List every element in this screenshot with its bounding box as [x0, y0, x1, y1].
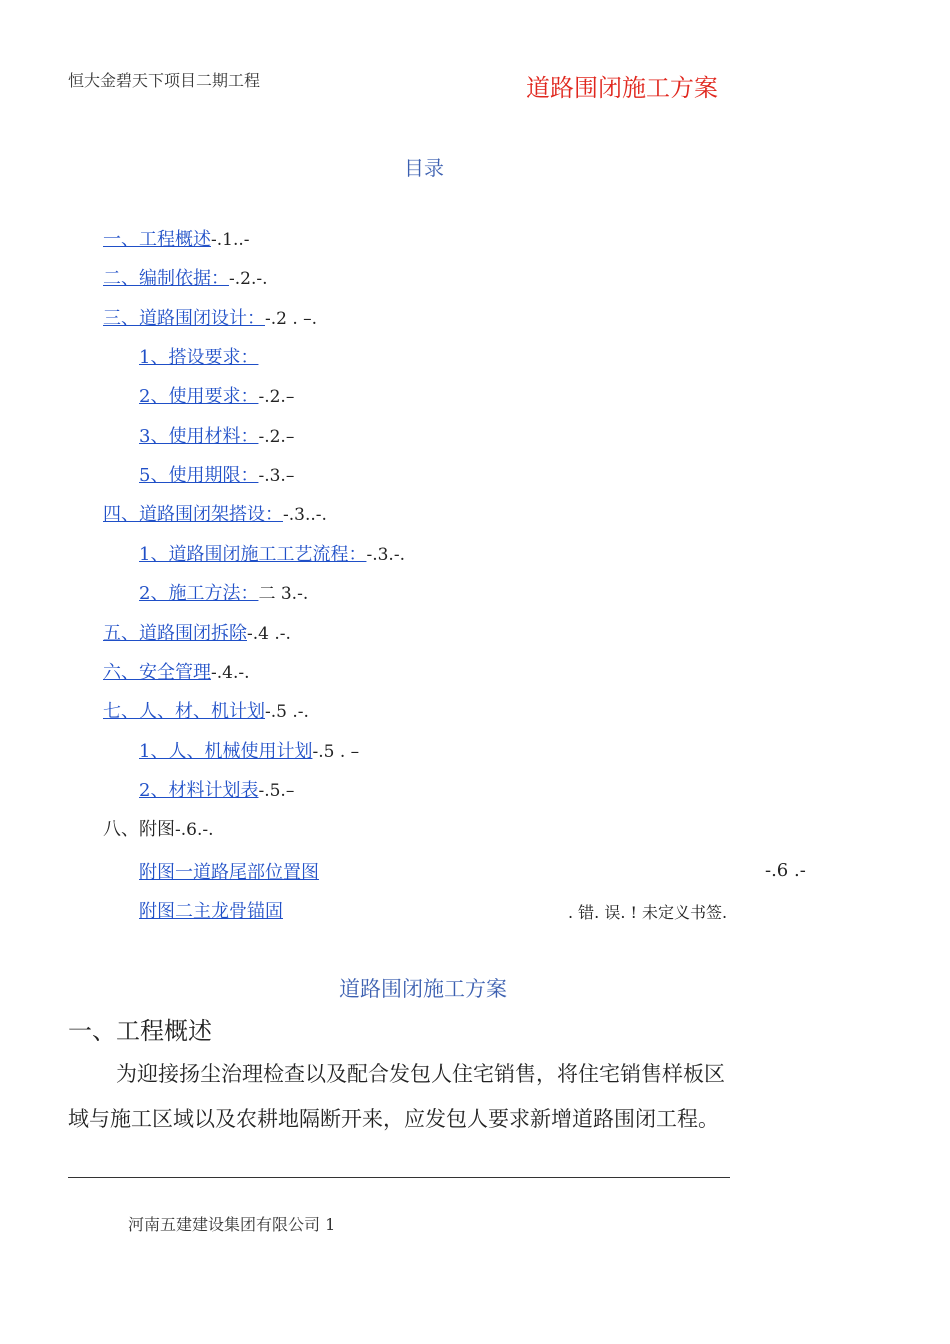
toc-link[interactable]: 2、材料计划表: [139, 780, 259, 801]
toc-link[interactable]: 附图一道路尾部位置图: [139, 862, 319, 883]
toc-entry: [103, 697, 309, 723]
toc-link[interactable]: 五、道路围闭拆除: [103, 623, 247, 644]
toc-page-number: -.5 .-.: [265, 702, 309, 722]
toc-page-number: -.2.–: [258, 387, 295, 407]
toc-page-number: -.6.-.: [175, 820, 214, 840]
toc-entry: [103, 225, 250, 251]
toc-bookmark-error: . 错. 误. ! 未定义书签.: [568, 903, 728, 922]
toc-entry: [103, 264, 268, 290]
toc-page-number: -.4.-.: [211, 663, 250, 683]
toc-entry: [139, 382, 294, 408]
toc-entry: [139, 343, 258, 369]
toc-link[interactable]: 七、人、材、机计划: [103, 701, 265, 722]
toc-label: 八、附图: [103, 819, 175, 840]
toc-page-number: -.2 . –.: [265, 309, 318, 329]
section-document-title: 道路围闭施工方案: [339, 977, 507, 1001]
toc-entry: [103, 658, 250, 684]
toc-link[interactable]: 1、人、机械使用计划: [139, 741, 313, 762]
toc-page-number: -.3.–: [258, 466, 295, 486]
toc-entry: [139, 858, 319, 884]
toc-page-number: -.6 .-: [765, 860, 806, 881]
toc-entry: [139, 579, 308, 605]
toc-page-number: -.1..-: [211, 230, 250, 250]
toc-entry: [103, 500, 327, 526]
toc-link[interactable]: 5、使用期限：: [139, 465, 259, 486]
toc-entry: [139, 776, 294, 802]
toc-entry: [139, 461, 294, 487]
header-document-title: 道路围闭施工方案: [526, 74, 718, 102]
toc-entry: [139, 422, 294, 448]
toc-title: 目录: [404, 156, 444, 180]
body-paragraph: 为迎接扬尘治理检查以及配合发包人住宅销售，将住宅销售样板区域与施工区域以及农耕地隔断开来，应发包人要求新增道路围闭工程。: [68, 1062, 725, 1131]
toc-entry: [139, 737, 359, 763]
toc-link[interactable]: 三、道路围闭设计：: [103, 308, 265, 329]
toc-link[interactable]: 1、道路围闭施工工艺流程：: [139, 544, 367, 565]
toc-page-number: -.2.–: [258, 427, 295, 447]
toc-entry: [139, 540, 405, 566]
toc-link[interactable]: 2、使用要求：: [139, 386, 259, 407]
toc-link[interactable]: 二、编制依据：: [103, 268, 229, 289]
footer-company-page: 河南五建建设集团有限公司 1: [128, 1215, 336, 1234]
toc-entry: [103, 304, 317, 330]
toc-page-number: -.4 .-.: [247, 624, 291, 644]
toc-entry: [103, 815, 214, 841]
section-heading: 一、工程概述: [68, 1017, 212, 1045]
toc-link[interactable]: 四、道路围闭架搭设：: [103, 504, 283, 525]
toc-page-number: -.3..-.: [283, 505, 327, 525]
toc-entry: [139, 897, 283, 923]
toc-link[interactable]: 2、施工方法：: [139, 583, 259, 604]
toc-link[interactable]: 1、搭设要求：: [139, 347, 259, 368]
toc-link[interactable]: 附图二主龙骨锚固: [139, 901, 283, 922]
toc-page-number: 二 3.-.: [258, 584, 309, 604]
toc-link[interactable]: 3、使用材料：: [139, 426, 259, 447]
header-project-name: 恒大金碧天下项目二期工程: [68, 71, 261, 90]
toc-link[interactable]: 六、安全管理: [103, 662, 211, 683]
toc-page-number: -.2.-.: [229, 269, 268, 289]
toc-link[interactable]: 一、工程概述: [103, 229, 211, 250]
footer-divider: [68, 1177, 730, 1178]
toc-page-number: -.5.–: [258, 781, 295, 801]
toc-page-number: -.5 . –: [312, 742, 360, 762]
toc-entry: [103, 619, 291, 645]
toc-page-number: -.3.-.: [366, 545, 405, 565]
